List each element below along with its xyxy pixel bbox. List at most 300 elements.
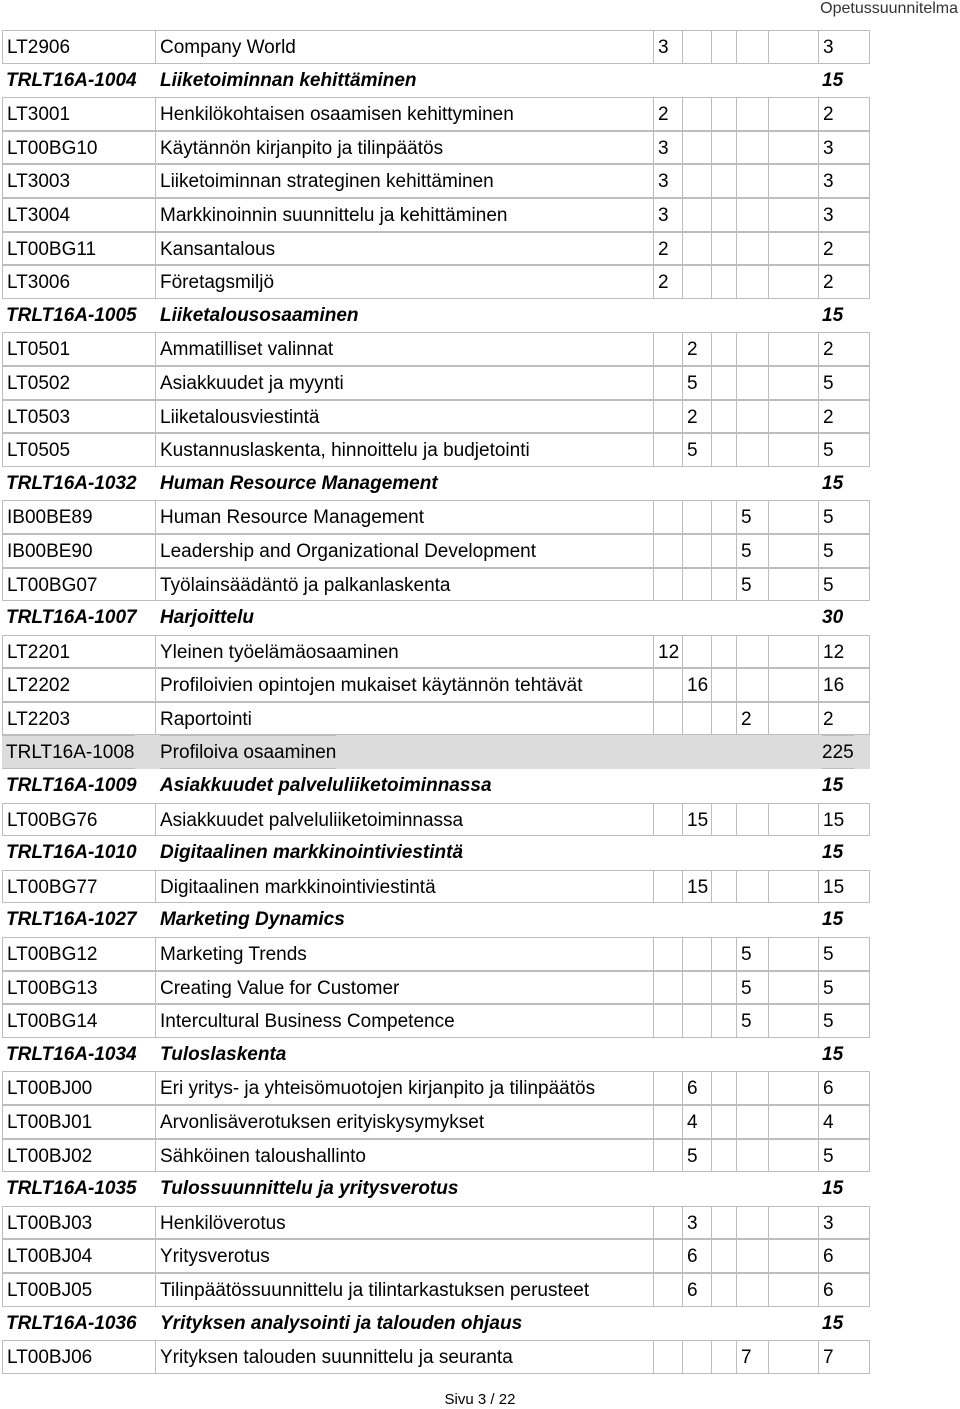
semester-credits: 16	[682, 668, 711, 702]
semester-credits	[768, 400, 818, 434]
course-name: Arvonlisäverotuksen erityiskysymykset	[155, 1105, 653, 1139]
course-row	[2, 30, 870, 64]
semester-credits	[653, 1273, 682, 1307]
course-name: Leadership and Organizational Development	[155, 534, 653, 568]
course-name: Liiketoiminnan strateginen kehittäminen	[155, 164, 653, 198]
semester-credits	[653, 400, 682, 434]
course-total-credits: 2	[818, 400, 870, 434]
module-total-credits: 15	[822, 472, 844, 494]
course-name: Ammatilliset valinnat	[155, 332, 653, 366]
semester-credits	[682, 500, 711, 534]
course-total-credits: 5	[818, 366, 870, 400]
semester-credits	[682, 164, 711, 198]
semester-credits	[711, 332, 736, 366]
course-row	[2, 668, 870, 702]
course-row	[2, 366, 870, 400]
semester-credits	[682, 534, 711, 568]
module-code: TRLT16A-1007	[6, 607, 137, 629]
course-row	[2, 1105, 870, 1139]
course-code: LT0503	[2, 400, 155, 434]
semester-credits	[768, 870, 818, 904]
semester-credits	[711, 803, 736, 837]
semester-credits	[768, 803, 818, 837]
course-row	[2, 198, 870, 232]
semester-credits: 5	[736, 1004, 768, 1038]
module-name: Yrityksen analysointi ja talouden ohjaus	[160, 1312, 523, 1334]
semester-credits	[653, 937, 682, 971]
semester-credits	[768, 1071, 818, 1105]
semester-credits	[768, 97, 818, 131]
semester-credits	[653, 534, 682, 568]
course-total-credits: 4	[818, 1105, 870, 1139]
semester-credits	[711, 971, 736, 1005]
curriculum-table	[2, 30, 870, 1374]
semester-credits: 15	[682, 870, 711, 904]
course-row	[2, 433, 870, 467]
course-name: Kustannuslaskenta, hinnoittelu ja budjetointi	[155, 433, 653, 467]
semester-credits: 4	[682, 1105, 711, 1139]
semester-credits	[768, 702, 818, 736]
course-row	[2, 1273, 870, 1307]
course-name: Asiakkuudet palveluliiketoiminnassa	[155, 803, 653, 837]
module-name: Profiloiva osaaminen	[160, 735, 336, 769]
course-total-credits: 6	[818, 1071, 870, 1105]
semester-credits	[653, 366, 682, 400]
course-code: LT00BG12	[2, 937, 155, 971]
course-total-credits: 6	[818, 1273, 870, 1307]
course-row	[2, 232, 870, 266]
module-name: Asiakkuudet palveluliiketoiminnassa	[160, 775, 492, 797]
course-row	[2, 97, 870, 131]
semester-credits: 2	[682, 332, 711, 366]
semester-credits	[653, 500, 682, 534]
course-row	[2, 400, 870, 434]
semester-credits: 3	[653, 131, 682, 165]
semester-credits	[711, 164, 736, 198]
semester-credits	[736, 1105, 768, 1139]
course-code: IB00BE90	[2, 534, 155, 568]
course-name: Sähköinen taloushallinto	[155, 1139, 653, 1173]
course-code: LT00BG10	[2, 131, 155, 165]
semester-credits	[711, 1273, 736, 1307]
module-total-credits: 30	[822, 607, 844, 629]
course-code: LT0505	[2, 433, 155, 467]
course-total-credits: 6	[818, 1239, 870, 1273]
course-total-credits: 3	[818, 198, 870, 232]
course-total-credits: 5	[818, 1004, 870, 1038]
module-code: TRLT16A-1035	[6, 1178, 137, 1200]
module-row	[2, 1307, 870, 1341]
semester-credits	[736, 332, 768, 366]
course-code: LT3006	[2, 265, 155, 299]
course-row	[2, 702, 870, 736]
course-name: Human Resource Management	[155, 500, 653, 534]
semester-credits	[768, 30, 818, 64]
course-total-credits: 5	[818, 433, 870, 467]
module-total-credits: 15	[822, 69, 844, 91]
semester-credits	[736, 1206, 768, 1240]
module-name: Harjoittelu	[160, 607, 254, 629]
semester-credits	[711, 131, 736, 165]
course-row	[2, 870, 870, 904]
module-name: Marketing Dynamics	[160, 909, 345, 931]
semester-credits	[653, 1340, 682, 1374]
semester-credits	[711, 1340, 736, 1374]
course-code: LT3004	[2, 198, 155, 232]
course-total-credits: 2	[818, 702, 870, 736]
semester-credits: 5	[736, 500, 768, 534]
semester-credits	[682, 232, 711, 266]
semester-credits	[768, 433, 818, 467]
course-total-credits: 3	[818, 164, 870, 198]
course-name: Henkilökohtaisen osaamisen kehittyminen	[155, 97, 653, 131]
module-name: Human Resource Management	[160, 472, 438, 494]
course-total-credits: 2	[818, 332, 870, 366]
semester-credits	[736, 433, 768, 467]
semester-credits	[653, 1206, 682, 1240]
module-code: TRLT16A-1005	[6, 304, 137, 326]
module-code: TRLT16A-1034	[6, 1043, 137, 1065]
semester-credits: 6	[682, 1071, 711, 1105]
semester-credits	[653, 803, 682, 837]
semester-credits	[653, 870, 682, 904]
semester-credits	[653, 433, 682, 467]
semester-credits: 2	[682, 400, 711, 434]
page-number: Sivu 3 / 22	[444, 1391, 516, 1408]
semester-credits	[736, 1071, 768, 1105]
course-row	[2, 1139, 870, 1173]
module-total-credits: 15	[822, 909, 844, 931]
course-total-credits: 3	[818, 131, 870, 165]
semester-credits	[653, 971, 682, 1005]
semester-credits	[768, 332, 818, 366]
module-row	[2, 1172, 870, 1206]
semester-credits: 2	[653, 232, 682, 266]
course-name: Henkilöverotus	[155, 1206, 653, 1240]
semester-credits	[768, 1004, 818, 1038]
semester-credits	[711, 265, 736, 299]
semester-credits	[711, 97, 736, 131]
course-code: LT00BG76	[2, 803, 155, 837]
semester-credits	[682, 568, 711, 602]
module-name: Liiketalousosaaminen	[160, 304, 359, 326]
semester-credits: 6	[682, 1239, 711, 1273]
semester-credits	[653, 1071, 682, 1105]
course-row	[2, 131, 870, 165]
course-total-credits: 3	[818, 1206, 870, 1240]
semester-credits	[653, 668, 682, 702]
course-total-credits: 15	[818, 870, 870, 904]
course-name: Marketing Trends	[155, 937, 653, 971]
course-name: Yritysverotus	[155, 1239, 653, 1273]
module-total-credits: 15	[822, 1043, 844, 1065]
semester-credits	[711, 1105, 736, 1139]
semester-credits	[768, 1239, 818, 1273]
course-code: LT00BJ06	[2, 1340, 155, 1374]
course-total-credits: 5	[818, 937, 870, 971]
semester-credits	[768, 971, 818, 1005]
course-total-credits: 7	[818, 1340, 870, 1374]
course-row	[2, 1004, 870, 1038]
course-code: IB00BE89	[2, 500, 155, 534]
semester-credits	[711, 1239, 736, 1273]
course-total-credits: 2	[818, 265, 870, 299]
semester-credits	[768, 366, 818, 400]
block-row	[2, 735, 870, 769]
course-total-credits: 16	[818, 668, 870, 702]
course-code: LT0501	[2, 332, 155, 366]
course-row	[2, 332, 870, 366]
course-name: Intercultural Business Competence	[155, 1004, 653, 1038]
course-code: LT00BJ00	[2, 1071, 155, 1105]
module-code: TRLT16A-1027	[6, 909, 137, 931]
semester-credits	[711, 534, 736, 568]
semester-credits: 12	[653, 635, 682, 669]
semester-credits	[711, 1139, 736, 1173]
course-name: Yrityksen talouden suunnittelu ja seuranta	[155, 1340, 653, 1374]
module-total-credits: 15	[822, 842, 844, 864]
course-row	[2, 635, 870, 669]
course-code: LT00BJ04	[2, 1239, 155, 1273]
course-code: LT00BJ05	[2, 1273, 155, 1307]
course-row	[2, 568, 870, 602]
course-code: LT00BJ02	[2, 1139, 155, 1173]
semester-credits	[768, 568, 818, 602]
semester-credits	[653, 1139, 682, 1173]
semester-credits	[682, 30, 711, 64]
course-code: LT00BG14	[2, 1004, 155, 1038]
semester-credits	[653, 332, 682, 366]
semester-credits	[768, 1139, 818, 1173]
semester-credits	[711, 668, 736, 702]
semester-credits	[768, 131, 818, 165]
module-row	[2, 903, 870, 937]
module-code: TRLT16A-1036	[6, 1312, 137, 1334]
semester-credits	[711, 635, 736, 669]
module-total-credits: 15	[822, 1312, 844, 1334]
module-total-credits: 15	[822, 304, 844, 326]
course-row	[2, 164, 870, 198]
semester-credits	[736, 265, 768, 299]
module-total-credits: 15	[822, 775, 844, 797]
semester-credits	[682, 702, 711, 736]
semester-credits: 5	[682, 433, 711, 467]
course-code: LT2203	[2, 702, 155, 736]
module-row	[2, 64, 870, 98]
module-row	[2, 769, 870, 803]
semester-credits	[736, 30, 768, 64]
course-total-credits: 12	[818, 635, 870, 669]
course-total-credits: 5	[818, 971, 870, 1005]
course-name: Markkinoinnin suunnittelu ja kehittäminen	[155, 198, 653, 232]
course-name: Tilinpäätössuunnittelu ja tilintarkastuksen perusteet	[155, 1273, 653, 1307]
course-row	[2, 1206, 870, 1240]
semester-credits	[736, 668, 768, 702]
course-name: Company World	[155, 30, 653, 64]
semester-credits	[682, 97, 711, 131]
semester-credits	[653, 568, 682, 602]
course-row	[2, 971, 870, 1005]
semester-credits	[711, 433, 736, 467]
semester-credits	[768, 534, 818, 568]
course-row	[2, 1340, 870, 1374]
course-total-credits: 2	[818, 232, 870, 266]
semester-credits	[711, 1071, 736, 1105]
semester-credits	[711, 30, 736, 64]
course-code: LT00BG13	[2, 971, 155, 1005]
semester-credits	[682, 635, 711, 669]
semester-credits	[736, 198, 768, 232]
semester-credits: 15	[682, 803, 711, 837]
semester-credits	[736, 366, 768, 400]
module-row	[2, 299, 870, 333]
semester-credits	[682, 131, 711, 165]
course-total-credits: 5	[818, 500, 870, 534]
course-row	[2, 500, 870, 534]
semester-credits	[736, 1239, 768, 1273]
semester-credits	[711, 568, 736, 602]
module-code: TRLT16A-1008	[2, 735, 135, 769]
semester-credits: 5	[736, 937, 768, 971]
course-code: LT00BG07	[2, 568, 155, 602]
course-name: Profiloivien opintojen mukaiset käytännön tehtävät	[155, 668, 653, 702]
semester-credits	[736, 1139, 768, 1173]
module-row	[2, 467, 870, 501]
semester-credits: 5	[736, 568, 768, 602]
course-code: LT00BJ03	[2, 1206, 155, 1240]
module-name: Tulossuunnittelu ja yritysverotus	[160, 1178, 459, 1200]
course-name: Företagsmiljö	[155, 265, 653, 299]
semester-credits: 6	[682, 1273, 711, 1307]
semester-credits	[768, 265, 818, 299]
module-code: TRLT16A-1004	[6, 69, 137, 91]
semester-credits	[682, 1004, 711, 1038]
semester-credits	[711, 232, 736, 266]
document-title: Opetussuunnitelma	[820, 0, 958, 17]
semester-credits	[682, 198, 711, 232]
semester-credits: 5	[736, 971, 768, 1005]
course-code: LT2202	[2, 668, 155, 702]
module-total-credits: 225	[822, 735, 854, 769]
semester-credits: 7	[736, 1340, 768, 1374]
semester-credits	[768, 1206, 818, 1240]
semester-credits	[768, 937, 818, 971]
semester-credits	[736, 1273, 768, 1307]
semester-credits: 3	[653, 30, 682, 64]
module-name: Digitaalinen markkinointiviestintä	[160, 842, 464, 864]
semester-credits	[768, 1340, 818, 1374]
semester-credits	[768, 500, 818, 534]
course-total-credits: 5	[818, 568, 870, 602]
course-total-credits: 2	[818, 97, 870, 131]
semester-credits	[736, 803, 768, 837]
course-code: LT00BG11	[2, 232, 155, 266]
semester-credits	[736, 97, 768, 131]
semester-credits: 5	[682, 1139, 711, 1173]
course-row	[2, 803, 870, 837]
semester-credits: 2	[653, 265, 682, 299]
module-name: Tuloslaskenta	[160, 1043, 287, 1065]
course-total-credits: 3	[818, 30, 870, 64]
course-name: Digitaalinen markkinointiviestintä	[155, 870, 653, 904]
semester-credits	[653, 702, 682, 736]
course-row	[2, 534, 870, 568]
semester-credits	[768, 1273, 818, 1307]
semester-credits	[736, 635, 768, 669]
course-name: Asiakkuudet ja myynti	[155, 366, 653, 400]
semester-credits	[768, 1105, 818, 1139]
course-code: LT2201	[2, 635, 155, 669]
module-row	[2, 1038, 870, 1072]
semester-credits	[711, 1206, 736, 1240]
module-code: TRLT16A-1009	[6, 775, 137, 797]
semester-credits	[711, 870, 736, 904]
semester-credits: 5	[736, 534, 768, 568]
module-row	[2, 836, 870, 870]
module-name: Liiketoiminnan kehittäminen	[160, 69, 417, 91]
course-code: LT3003	[2, 164, 155, 198]
course-name: Kansantalous	[155, 232, 653, 266]
semester-credits	[736, 164, 768, 198]
semester-credits	[711, 937, 736, 971]
course-code: LT3001	[2, 97, 155, 131]
semester-credits: 2	[653, 97, 682, 131]
course-total-credits: 5	[818, 1139, 870, 1173]
course-name: Liiketalousviestintä	[155, 400, 653, 434]
semester-credits: 3	[653, 198, 682, 232]
course-total-credits: 5	[818, 534, 870, 568]
semester-credits	[711, 500, 736, 534]
semester-credits	[736, 400, 768, 434]
semester-credits	[682, 265, 711, 299]
course-name: Työlainsäädäntö ja palkanlaskenta	[155, 568, 653, 602]
course-code: LT0502	[2, 366, 155, 400]
semester-credits	[682, 971, 711, 1005]
semester-credits	[711, 702, 736, 736]
course-name: Yleinen työelämäosaaminen	[155, 635, 653, 669]
course-code: LT00BJ01	[2, 1105, 155, 1139]
module-total-credits: 15	[822, 1178, 844, 1200]
semester-credits	[768, 198, 818, 232]
course-row	[2, 937, 870, 971]
semester-credits	[736, 870, 768, 904]
course-code: LT2906	[2, 30, 155, 64]
course-row	[2, 1239, 870, 1273]
semester-credits	[768, 232, 818, 266]
course-name: Raportointi	[155, 702, 653, 736]
semester-credits	[653, 1239, 682, 1273]
semester-credits	[711, 400, 736, 434]
semester-credits: 3	[682, 1206, 711, 1240]
course-name: Eri yritys- ja yhteisömuotojen kirjanpito ja tilinpäätös	[155, 1071, 653, 1105]
semester-credits	[736, 232, 768, 266]
semester-credits: 5	[682, 366, 711, 400]
semester-credits	[768, 635, 818, 669]
course-name: Creating Value for Customer	[155, 971, 653, 1005]
semester-credits: 2	[736, 702, 768, 736]
course-row	[2, 265, 870, 299]
semester-credits	[768, 668, 818, 702]
course-name: Käytännön kirjanpito ja tilinpäätös	[155, 131, 653, 165]
semester-credits	[711, 1004, 736, 1038]
semester-credits	[711, 198, 736, 232]
module-code: TRLT16A-1032	[6, 472, 137, 494]
semester-credits	[653, 1004, 682, 1038]
semester-credits	[768, 164, 818, 198]
semester-credits	[682, 1340, 711, 1374]
course-row	[2, 1071, 870, 1105]
semester-credits	[653, 1105, 682, 1139]
